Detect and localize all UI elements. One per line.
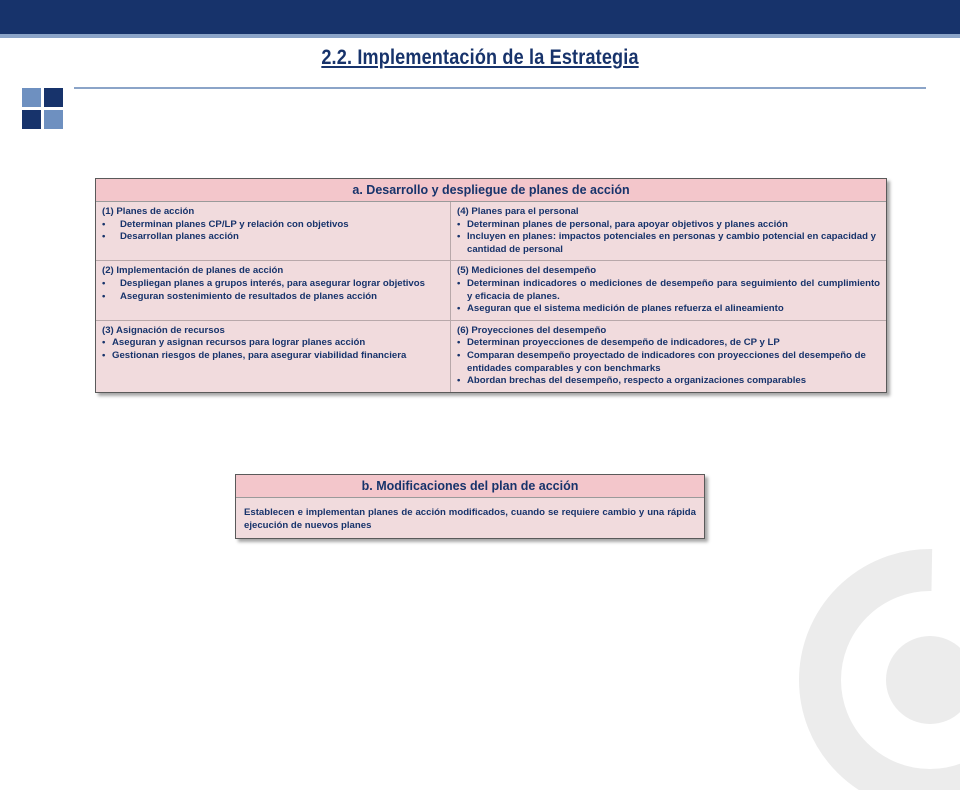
cell-title: (2) Implementación de planes de acción bbox=[102, 265, 284, 277]
cell-mediciones bbox=[451, 261, 886, 320]
list-item: • Aseguran sostenimiento de resultados de planes acción bbox=[102, 291, 444, 304]
list-item: • Desarrollan planes acción bbox=[102, 231, 444, 244]
plan-modifications-header: b. Modificaciones del plan de acción bbox=[236, 475, 704, 498]
list-item: • Determinan indicadores o mediciones de desempeño para seguimiento del cumplimiento y eficacia de planes. bbox=[457, 278, 880, 303]
cell-implementacion bbox=[96, 261, 451, 320]
list-item: • Aseguran que el sistema medición de planes refuerza el alineamiento bbox=[457, 303, 880, 316]
cell-title: (6) Proyecciones del desempeño bbox=[457, 324, 607, 336]
top-banner-stripe bbox=[0, 34, 960, 38]
cell-title: (4) Planes para el personal bbox=[457, 206, 579, 217]
cell-title: (3) Asignación de recursos bbox=[102, 324, 225, 336]
list-item: • Gestionan riesgos de planes, para asegurar viabilidad financiera bbox=[102, 350, 444, 363]
top-banner bbox=[0, 0, 960, 34]
list-item: • Abordan brechas del desempeño, respecto a organizaciones comparables bbox=[457, 375, 880, 388]
list-item: • Determinan planes de personal, para apoyar objetivos y planes acción bbox=[457, 219, 880, 232]
header-rule bbox=[74, 87, 926, 89]
squares-logo-icon bbox=[22, 88, 64, 130]
cell-title: (5) Mediciones del desempeño bbox=[457, 265, 597, 277]
cell-title: (1) Planes de acción bbox=[102, 206, 195, 217]
cell-proyecciones bbox=[451, 321, 886, 392]
list-item: • Aseguran y asignan recursos para lograr planes acción bbox=[102, 337, 444, 350]
list-item: • Despliegan planes a grupos interés, para asegurar lograr objetivos bbox=[102, 278, 444, 291]
list-item: • Comparan desempeño proyectado de indicadores con proyecciones del desempeño de entidades comparables y con benchmarks bbox=[457, 350, 880, 375]
list-item: • Incluyen en planes: impactos potenciales en personas y cambio potencial en capacidad y cantidad de personal bbox=[457, 231, 880, 256]
cell-planes-de-accion bbox=[96, 202, 451, 261]
action-plans-header: a. Desarrollo y despliegue de planes de acción bbox=[96, 179, 886, 202]
cell-recursos bbox=[96, 321, 451, 392]
slide-title: 2.2. Implementación de la Estrategia bbox=[321, 46, 639, 69]
list-item: • Determinan planes CP/LP y relación con objetivos bbox=[102, 219, 444, 232]
list-item: • Determinan proyecciones de desempeño de indicadores, de CP y LP bbox=[457, 337, 880, 350]
decorative-arc-icon bbox=[780, 530, 960, 790]
cell-planes-personal bbox=[451, 202, 886, 261]
action-plans-box bbox=[95, 178, 887, 393]
plan-modifications-box bbox=[235, 474, 705, 539]
plan-modifications-body: Establecen e implementan planes de acción modificados, cuando se requiere cambio y una rápida ejecución de nuevos planes bbox=[244, 507, 696, 531]
